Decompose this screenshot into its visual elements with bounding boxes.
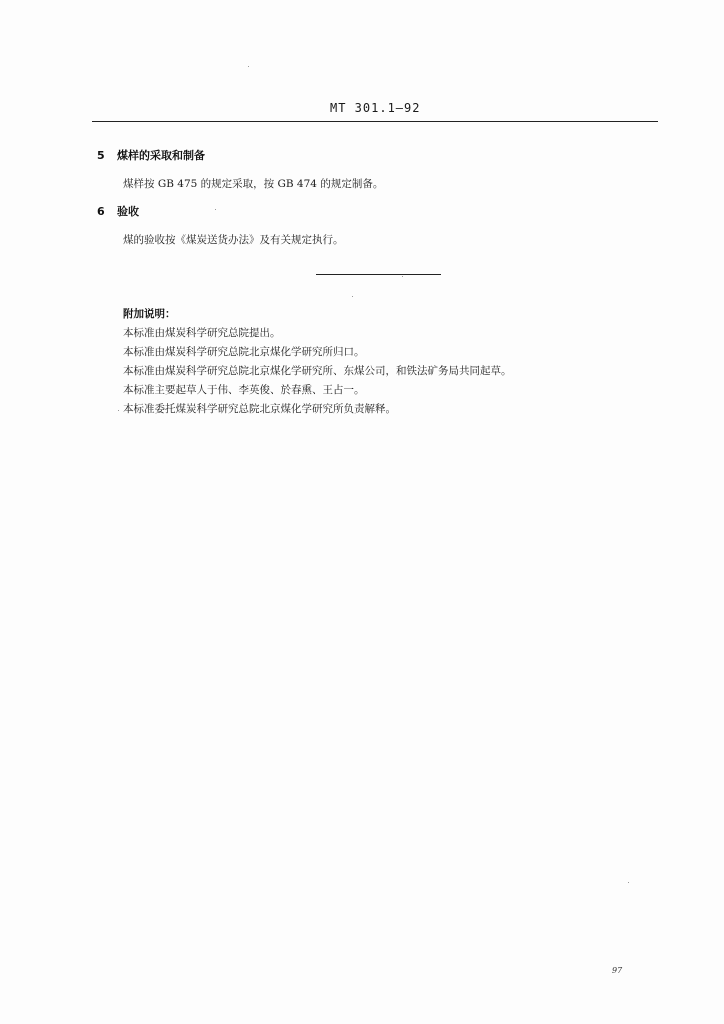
addendum-line: 本标准委托煤炭科学研究总院北京煤化学研究所负责解释。 (123, 403, 396, 415)
scan-speck (628, 882, 629, 883)
scan-speck (402, 276, 403, 277)
section-5-text: 煤样按 GB 475 的规定采取，按 GB 474 的规定制备。 (123, 178, 384, 190)
page-number: 97 (612, 966, 623, 975)
header-rule (92, 121, 658, 122)
addendum-line: 本标准由煤炭科学研究总院北京煤化学研究所、东煤公司，和铁法矿务局共同起草。 (123, 365, 512, 377)
section-5-title: 煤样的采取和制备 (117, 149, 205, 162)
scan-speck (248, 66, 249, 67)
section-5-heading (97, 147, 205, 163)
addendum-line: 本标准由煤炭科学研究总院提出。 (123, 327, 281, 339)
section-6-text: 煤的验收按《煤炭送货办法》及有关规定执行。 (123, 234, 344, 246)
section-6-title: 验收 (117, 205, 139, 218)
section-5-number: 5 (97, 149, 105, 162)
scan-speck (118, 410, 119, 411)
scan-speck (215, 209, 216, 210)
end-rule (316, 274, 441, 275)
addendum-line: 本标准由煤炭科学研究总院北京煤化学研究所归口。 (123, 346, 365, 358)
scan-speck (352, 296, 353, 297)
section-6-number: 6 (97, 205, 105, 218)
addendum-title: 附加说明： (123, 308, 176, 320)
addendum-line: 本标准主要起草人于伟、李英俊、於春熏、王占一。 (123, 384, 365, 396)
standard-code: MT 301.1—92 (330, 101, 421, 115)
section-6-heading (97, 203, 139, 219)
